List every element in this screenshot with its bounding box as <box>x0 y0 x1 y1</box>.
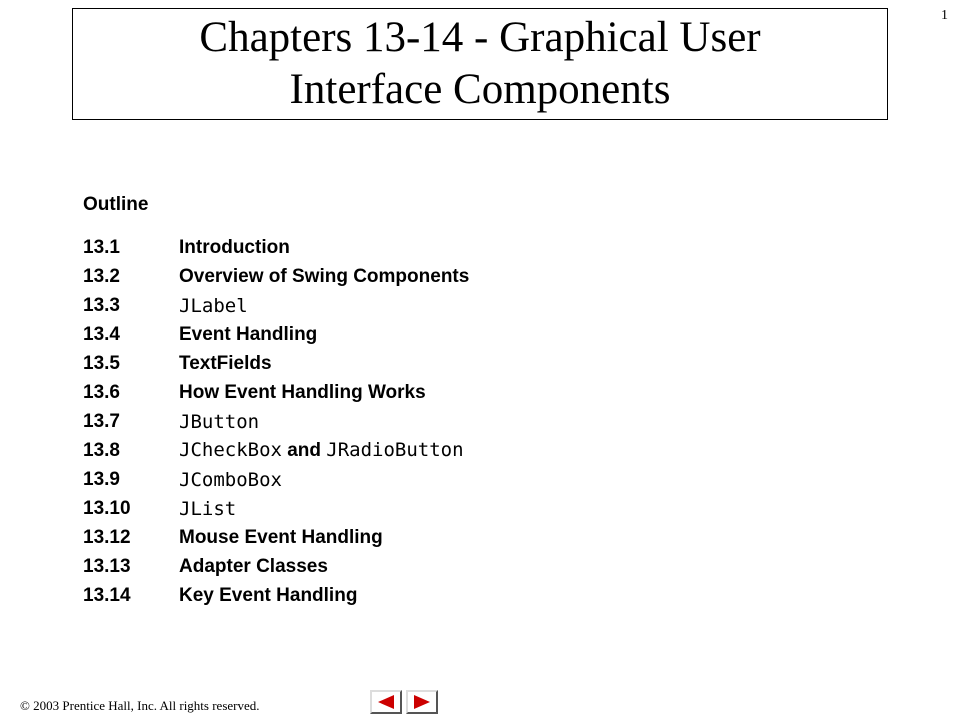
copyright-symbol: © <box>20 698 30 713</box>
section-number: 13.8 <box>83 439 120 461</box>
title-box <box>72 8 888 120</box>
outline-item <box>83 378 469 407</box>
section-number: 13.3 <box>83 294 120 316</box>
section-number: 13.2 <box>83 265 120 287</box>
section-code-label: JList <box>179 497 237 520</box>
section-number: 13.7 <box>83 410 120 432</box>
section-label: TextFields <box>179 352 272 374</box>
section-code-label: JLabel <box>179 294 248 317</box>
section-connector: and <box>287 440 322 461</box>
outline-item <box>83 523 469 552</box>
section-number: 13.9 <box>83 468 120 490</box>
section-code-label: JRadioButton <box>326 439 464 461</box>
outline-item <box>83 581 469 610</box>
outline-item <box>83 349 469 378</box>
page-number: 1 <box>941 8 948 23</box>
copyright-text: 2003 Prentice Hall, Inc. All rights reserved. <box>33 698 260 713</box>
outline-list <box>83 233 469 610</box>
section-label-compound <box>179 439 464 462</box>
outline-item <box>83 436 469 465</box>
section-label: Event Handling <box>179 323 318 345</box>
section-label: Overview of Swing Components <box>179 265 470 287</box>
section-number: 13.14 <box>83 584 131 606</box>
section-label: Introduction <box>179 236 290 258</box>
outline-item <box>83 262 469 291</box>
section-number: 13.12 <box>83 526 131 548</box>
outline-item <box>83 291 469 320</box>
section-code-label: JCheckBox <box>179 439 282 461</box>
outline-item <box>83 407 469 436</box>
outline-item <box>83 552 469 581</box>
section-label: Mouse Event Handling <box>179 526 383 548</box>
copyright-footer <box>20 698 260 714</box>
section-label: Adapter Classes <box>179 555 328 577</box>
next-slide-button[interactable] <box>406 690 438 714</box>
outline-item <box>83 320 469 349</box>
slide-navigation <box>370 690 438 714</box>
outline-heading: Outline <box>83 194 149 215</box>
section-label: Key Event Handling <box>179 584 358 606</box>
section-code-label: JComboBox <box>179 468 282 491</box>
section-number: 13.4 <box>83 323 120 345</box>
outline-item <box>83 233 469 262</box>
section-label: How Event Handling Works <box>179 381 426 403</box>
outline-item <box>83 465 469 494</box>
triangle-left-icon <box>376 694 396 710</box>
outline-item <box>83 494 469 523</box>
section-code-label: JButton <box>179 410 260 433</box>
section-number: 13.6 <box>83 381 120 403</box>
section-number: 13.13 <box>83 555 131 577</box>
previous-slide-button[interactable] <box>370 690 402 714</box>
triangle-right-icon <box>412 694 432 710</box>
title-line-1: Chapters 13-14 - Graphical User <box>199 14 761 61</box>
title-line-2: Interface Components <box>289 66 671 113</box>
section-number: 13.1 <box>83 236 120 258</box>
section-number: 13.10 <box>83 497 131 519</box>
section-number: 13.5 <box>83 352 120 374</box>
slide-title <box>199 12 760 116</box>
